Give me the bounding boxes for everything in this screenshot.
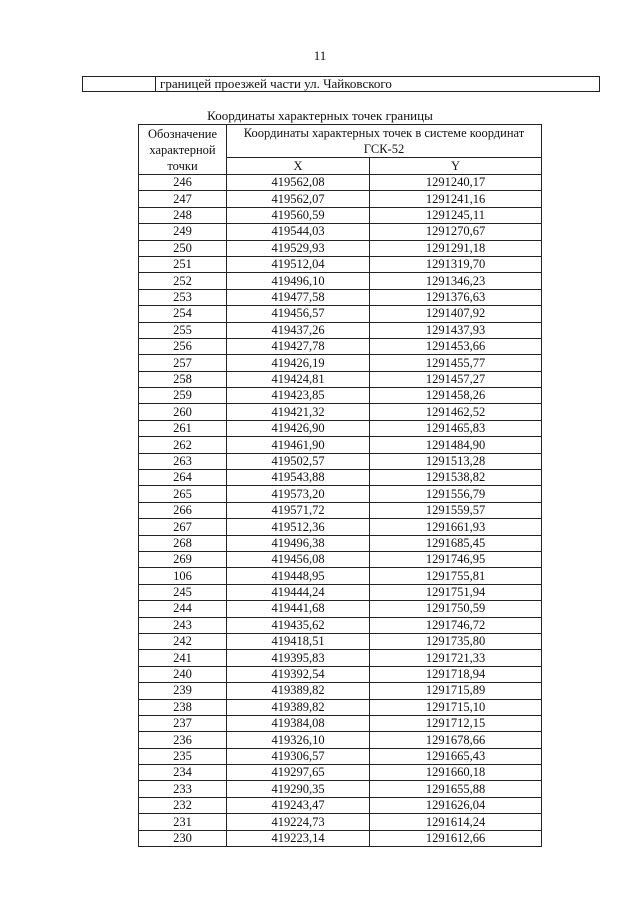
header-coordinate-system: Координаты характерных точек в системе координат ГСК-52	[227, 125, 542, 158]
y-cell: 1291655,88	[370, 781, 542, 797]
y-cell: 1291678,66	[370, 732, 542, 748]
x-cell: 419297,65	[227, 765, 370, 781]
x-cell: 419444,24	[227, 584, 370, 600]
y-cell: 1291376,63	[370, 289, 542, 305]
point-cell: 264	[139, 470, 227, 486]
x-cell: 419395,83	[227, 650, 370, 666]
table-row	[139, 355, 542, 371]
table-row	[139, 502, 542, 518]
table-row	[139, 289, 542, 305]
point-cell: 268	[139, 535, 227, 551]
table-row	[139, 715, 542, 731]
point-cell: 242	[139, 633, 227, 649]
table-row	[139, 781, 542, 797]
y-cell: 1291665,43	[370, 748, 542, 764]
table-row	[139, 240, 542, 256]
table-row	[139, 748, 542, 764]
table-row	[139, 519, 542, 535]
x-cell: 419512,36	[227, 519, 370, 535]
point-cell: 250	[139, 240, 227, 256]
y-cell: 1291735,80	[370, 633, 542, 649]
y-cell: 1291718,94	[370, 666, 542, 682]
table-row	[139, 191, 542, 207]
y-cell: 1291437,93	[370, 322, 542, 338]
y-cell: 1291746,72	[370, 617, 542, 633]
x-cell: 419448,95	[227, 568, 370, 584]
x-cell: 419456,57	[227, 306, 370, 322]
point-cell: 238	[139, 699, 227, 715]
y-cell: 1291538,82	[370, 470, 542, 486]
table-row	[139, 371, 542, 387]
point-cell: 106	[139, 568, 227, 584]
point-cell: 246	[139, 175, 227, 191]
y-cell: 1291660,18	[370, 765, 542, 781]
point-cell: 255	[139, 322, 227, 338]
x-cell: 419562,08	[227, 175, 370, 191]
point-cell: 258	[139, 371, 227, 387]
y-cell: 1291453,66	[370, 338, 542, 354]
header-x: X	[227, 158, 370, 175]
y-cell: 1291457,27	[370, 371, 542, 387]
y-cell: 1291484,90	[370, 437, 542, 453]
x-cell: 419512,04	[227, 256, 370, 272]
y-cell: 1291661,93	[370, 519, 542, 535]
point-cell: 240	[139, 666, 227, 682]
point-cell: 262	[139, 437, 227, 453]
x-cell: 419427,78	[227, 338, 370, 354]
table-row	[139, 732, 542, 748]
y-cell: 1291465,83	[370, 420, 542, 436]
y-cell: 1291346,23	[370, 273, 542, 289]
table-row	[139, 388, 542, 404]
table-row	[139, 207, 542, 223]
point-cell: 253	[139, 289, 227, 305]
y-cell: 1291245,11	[370, 207, 542, 223]
point-cell: 237	[139, 715, 227, 731]
y-cell: 1291685,45	[370, 535, 542, 551]
table-row	[139, 666, 542, 682]
y-cell: 1291755,81	[370, 568, 542, 584]
table-row	[139, 437, 542, 453]
header-point-designation: Обозначение характерной точки	[139, 125, 227, 175]
x-cell: 419441,68	[227, 601, 370, 617]
x-cell: 419326,10	[227, 732, 370, 748]
x-cell: 419243,47	[227, 797, 370, 813]
x-cell: 419421,32	[227, 404, 370, 420]
y-cell: 1291556,79	[370, 486, 542, 502]
y-cell: 1291614,24	[370, 814, 542, 830]
y-cell: 1291513,28	[370, 453, 542, 469]
header-y: Y	[370, 158, 542, 175]
y-cell: 1291291,18	[370, 240, 542, 256]
x-cell: 419223,14	[227, 830, 370, 846]
page-number: 11	[313, 48, 327, 63]
table-row	[139, 306, 542, 322]
x-cell: 419423,85	[227, 388, 370, 404]
point-cell: 254	[139, 306, 227, 322]
x-cell: 419418,51	[227, 633, 370, 649]
point-cell: 236	[139, 732, 227, 748]
point-cell: 259	[139, 388, 227, 404]
point-cell: 263	[139, 453, 227, 469]
table-row	[139, 814, 542, 830]
y-cell: 1291455,77	[370, 355, 542, 371]
continued-row-text: границей проезжей части ул. Чайковского	[160, 76, 392, 91]
point-cell: 256	[139, 338, 227, 354]
point-cell: 248	[139, 207, 227, 223]
x-cell: 419560,59	[227, 207, 370, 223]
point-cell: 261	[139, 420, 227, 436]
table-row	[139, 175, 542, 191]
table-row	[139, 256, 542, 272]
x-cell: 419384,08	[227, 715, 370, 731]
y-cell: 1291462,52	[370, 404, 542, 420]
y-cell: 1291715,10	[370, 699, 542, 715]
table-row	[139, 486, 542, 502]
x-cell: 419290,35	[227, 781, 370, 797]
x-cell: 419392,54	[227, 666, 370, 682]
y-cell: 1291712,15	[370, 715, 542, 731]
table-row	[139, 584, 542, 600]
table-row	[139, 683, 542, 699]
y-cell: 1291626,04	[370, 797, 542, 813]
point-cell: 239	[139, 683, 227, 699]
table-row	[139, 650, 542, 666]
x-cell: 419224,73	[227, 814, 370, 830]
x-cell: 419426,19	[227, 355, 370, 371]
y-cell: 1291559,57	[370, 502, 542, 518]
x-cell: 419424,81	[227, 371, 370, 387]
y-cell: 1291407,92	[370, 306, 542, 322]
point-cell: 234	[139, 765, 227, 781]
y-cell: 1291750,59	[370, 601, 542, 617]
table-row	[139, 568, 542, 584]
x-cell: 419389,82	[227, 699, 370, 715]
y-cell: 1291715,89	[370, 683, 542, 699]
x-cell: 419529,93	[227, 240, 370, 256]
coordinates-table	[138, 124, 542, 847]
x-cell: 419496,10	[227, 273, 370, 289]
point-cell: 244	[139, 601, 227, 617]
point-cell: 269	[139, 551, 227, 567]
y-cell: 1291751,94	[370, 584, 542, 600]
point-cell: 251	[139, 256, 227, 272]
point-cell: 266	[139, 502, 227, 518]
table-row	[139, 273, 542, 289]
table-caption: Координаты характерных точек границы	[207, 108, 433, 123]
point-cell: 267	[139, 519, 227, 535]
x-cell: 419562,07	[227, 191, 370, 207]
table-row	[139, 453, 542, 469]
point-cell: 233	[139, 781, 227, 797]
point-cell: 265	[139, 486, 227, 502]
point-cell: 243	[139, 617, 227, 633]
x-cell: 419389,82	[227, 683, 370, 699]
table-row	[139, 420, 542, 436]
table-row	[139, 322, 542, 338]
table-row	[139, 797, 542, 813]
y-cell: 1291241,16	[370, 191, 542, 207]
table-row	[139, 551, 542, 567]
x-cell: 419435,62	[227, 617, 370, 633]
point-cell: 260	[139, 404, 227, 420]
x-cell: 419426,90	[227, 420, 370, 436]
table-body	[139, 175, 542, 847]
table-row	[139, 633, 542, 649]
x-cell: 419461,90	[227, 437, 370, 453]
y-cell: 1291319,70	[370, 256, 542, 272]
point-cell: 241	[139, 650, 227, 666]
point-cell: 257	[139, 355, 227, 371]
y-cell: 1291721,33	[370, 650, 542, 666]
x-cell: 419437,26	[227, 322, 370, 338]
x-cell: 419456,08	[227, 551, 370, 567]
continued-table-row	[82, 76, 600, 92]
x-cell: 419306,57	[227, 748, 370, 764]
x-cell: 419543,88	[227, 470, 370, 486]
table-row	[139, 617, 542, 633]
y-cell: 1291746,95	[370, 551, 542, 567]
x-cell: 419502,57	[227, 453, 370, 469]
x-cell: 419544,03	[227, 224, 370, 240]
point-cell: 235	[139, 748, 227, 764]
table-row	[139, 404, 542, 420]
continued-row-empty-cell	[83, 77, 156, 91]
point-cell: 247	[139, 191, 227, 207]
y-cell: 1291612,66	[370, 830, 542, 846]
point-cell: 252	[139, 273, 227, 289]
point-cell: 232	[139, 797, 227, 813]
point-cell: 245	[139, 584, 227, 600]
table-row	[139, 699, 542, 715]
x-cell: 419571,72	[227, 502, 370, 518]
table-row	[139, 535, 542, 551]
point-cell: 249	[139, 224, 227, 240]
y-cell: 1291458,26	[370, 388, 542, 404]
table-row	[139, 224, 542, 240]
y-cell: 1291270,67	[370, 224, 542, 240]
y-cell: 1291240,17	[370, 175, 542, 191]
x-cell: 419573,20	[227, 486, 370, 502]
point-cell: 230	[139, 830, 227, 846]
table-row	[139, 765, 542, 781]
table-row	[139, 338, 542, 354]
x-cell: 419477,58	[227, 289, 370, 305]
table-row	[139, 830, 542, 846]
point-cell: 231	[139, 814, 227, 830]
table-row	[139, 470, 542, 486]
table-row	[139, 601, 542, 617]
x-cell: 419496,38	[227, 535, 370, 551]
